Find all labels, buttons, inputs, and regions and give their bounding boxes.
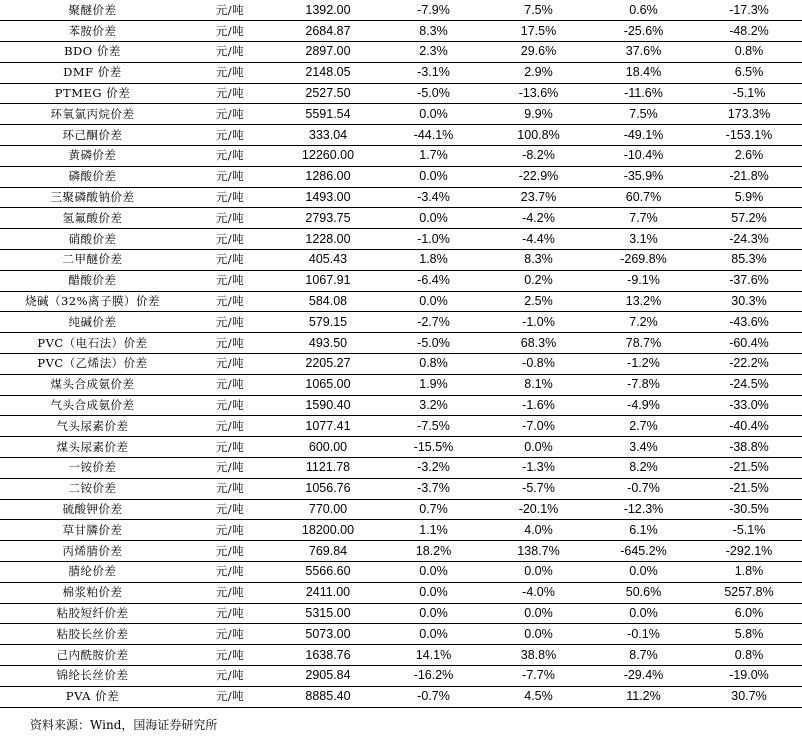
product-name-cell: 一铵价差 bbox=[0, 458, 185, 479]
change-3-cell: -9.1% bbox=[591, 270, 696, 291]
table-row bbox=[0, 187, 802, 208]
change-2-cell: 8.3% bbox=[486, 250, 591, 271]
unit-cell: 元/吨 bbox=[185, 229, 275, 250]
unit-cell: 元/吨 bbox=[185, 62, 275, 83]
table-row bbox=[0, 645, 802, 666]
product-name-cell: BDO 价差 bbox=[0, 42, 185, 63]
table-row bbox=[0, 42, 802, 63]
change-2-cell: 0.0% bbox=[486, 603, 591, 624]
change-3-cell: 0.6% bbox=[591, 0, 696, 21]
change-3-cell: -10.4% bbox=[591, 146, 696, 167]
change-3-cell: 37.6% bbox=[591, 42, 696, 63]
change-1-cell: -5.0% bbox=[381, 333, 486, 354]
change-4-cell: 0.8% bbox=[696, 42, 802, 63]
change-4-cell: 5.8% bbox=[696, 624, 802, 645]
product-name-cell: 硝酸价差 bbox=[0, 229, 185, 250]
unit-cell: 元/吨 bbox=[185, 395, 275, 416]
change-4-cell: 85.3% bbox=[696, 250, 802, 271]
change-4-cell: -5.1% bbox=[696, 83, 802, 104]
change-1-cell: -3.7% bbox=[381, 478, 486, 499]
product-name-cell: 氢氟酸价差 bbox=[0, 208, 185, 229]
change-1-cell: 3.2% bbox=[381, 395, 486, 416]
table-row bbox=[0, 666, 802, 687]
change-2-cell: -0.8% bbox=[486, 354, 591, 375]
product-name-cell: 醋酸价差 bbox=[0, 270, 185, 291]
table-row bbox=[0, 0, 802, 21]
product-name-cell: 煤头合成氨价差 bbox=[0, 374, 185, 395]
change-3-cell: -0.1% bbox=[591, 624, 696, 645]
table-row bbox=[0, 333, 802, 354]
spread-value-cell: 1590.40 bbox=[275, 395, 381, 416]
change-2-cell: 0.2% bbox=[486, 270, 591, 291]
change-1-cell: -3.4% bbox=[381, 187, 486, 208]
unit-cell: 元/吨 bbox=[185, 146, 275, 167]
change-4-cell: 173.3% bbox=[696, 104, 802, 125]
change-3-cell: 11.2% bbox=[591, 686, 696, 707]
spread-value-cell: 1121.78 bbox=[275, 458, 381, 479]
change-1-cell: -1.0% bbox=[381, 229, 486, 250]
unit-cell: 元/吨 bbox=[185, 83, 275, 104]
spread-value-cell: 5315.00 bbox=[275, 603, 381, 624]
spread-value-cell: 1638.76 bbox=[275, 645, 381, 666]
unit-cell: 元/吨 bbox=[185, 333, 275, 354]
change-3-cell: 8.2% bbox=[591, 458, 696, 479]
spread-value-cell: 8885.40 bbox=[275, 686, 381, 707]
spread-value-cell: 5566.60 bbox=[275, 562, 381, 583]
table-row bbox=[0, 146, 802, 167]
change-1-cell: 0.0% bbox=[381, 208, 486, 229]
spread-value-cell: 2205.27 bbox=[275, 354, 381, 375]
table-row bbox=[0, 603, 802, 624]
change-1-cell: 14.1% bbox=[381, 645, 486, 666]
unit-cell: 元/吨 bbox=[185, 562, 275, 583]
change-2-cell: 29.6% bbox=[486, 42, 591, 63]
product-name-cell: 苯胺价差 bbox=[0, 21, 185, 42]
spread-value-cell: 18200.00 bbox=[275, 520, 381, 541]
unit-cell: 元/吨 bbox=[185, 104, 275, 125]
change-2-cell: -13.6% bbox=[486, 83, 591, 104]
change-4-cell: -21.8% bbox=[696, 166, 802, 187]
change-3-cell: 0.0% bbox=[591, 603, 696, 624]
product-name-cell: 腈纶价差 bbox=[0, 562, 185, 583]
unit-cell: 元/吨 bbox=[185, 686, 275, 707]
change-4-cell: -21.5% bbox=[696, 478, 802, 499]
change-1-cell: -7.5% bbox=[381, 416, 486, 437]
change-4-cell: -38.8% bbox=[696, 437, 802, 458]
product-name-cell: PVC（电石法）价差 bbox=[0, 333, 185, 354]
spread-value-cell: 1056.76 bbox=[275, 478, 381, 499]
table-row bbox=[0, 686, 802, 707]
change-2-cell: 2.9% bbox=[486, 62, 591, 83]
table-row bbox=[0, 208, 802, 229]
spread-value-cell: 2527.50 bbox=[275, 83, 381, 104]
change-2-cell: 17.5% bbox=[486, 21, 591, 42]
product-name-cell: 烧碱（32%离子膜）价差 bbox=[0, 291, 185, 312]
change-3-cell: 8.7% bbox=[591, 645, 696, 666]
change-2-cell: -8.2% bbox=[486, 146, 591, 167]
product-name-cell: 粘胶短纤价差 bbox=[0, 603, 185, 624]
change-4-cell: -19.0% bbox=[696, 666, 802, 687]
product-name-cell: 气头尿素价差 bbox=[0, 416, 185, 437]
table-row bbox=[0, 229, 802, 250]
change-3-cell: -269.8% bbox=[591, 250, 696, 271]
change-3-cell: 18.4% bbox=[591, 62, 696, 83]
product-name-cell: PTMEG 价差 bbox=[0, 83, 185, 104]
change-2-cell: 38.8% bbox=[486, 645, 591, 666]
change-1-cell: -3.1% bbox=[381, 62, 486, 83]
change-1-cell: -16.2% bbox=[381, 666, 486, 687]
spread-value-cell: 405.43 bbox=[275, 250, 381, 271]
table-row bbox=[0, 437, 802, 458]
table-row bbox=[0, 312, 802, 333]
spread-value-cell: 2148.05 bbox=[275, 62, 381, 83]
unit-cell: 元/吨 bbox=[185, 270, 275, 291]
change-1-cell: -44.1% bbox=[381, 125, 486, 146]
product-name-cell: 二铵价差 bbox=[0, 478, 185, 499]
change-2-cell: 2.5% bbox=[486, 291, 591, 312]
table-row bbox=[0, 520, 802, 541]
unit-cell: 元/吨 bbox=[185, 250, 275, 271]
product-name-cell: 磷酸价差 bbox=[0, 166, 185, 187]
unit-cell: 元/吨 bbox=[185, 499, 275, 520]
spread-value-cell: 12260.00 bbox=[275, 146, 381, 167]
spread-value-cell: 333.04 bbox=[275, 125, 381, 146]
spread-value-cell: 2793.75 bbox=[275, 208, 381, 229]
change-1-cell: 1.9% bbox=[381, 374, 486, 395]
product-name-cell: 三聚磷酸钠价差 bbox=[0, 187, 185, 208]
table-row bbox=[0, 562, 802, 583]
unit-cell: 元/吨 bbox=[185, 208, 275, 229]
product-name-cell: 粘胶长丝价差 bbox=[0, 624, 185, 645]
table-row bbox=[0, 416, 802, 437]
change-4-cell: 30.3% bbox=[696, 291, 802, 312]
change-3-cell: 3.1% bbox=[591, 229, 696, 250]
change-4-cell: 30.7% bbox=[696, 686, 802, 707]
change-1-cell: 0.0% bbox=[381, 291, 486, 312]
product-name-cell: 硫酸钾价差 bbox=[0, 499, 185, 520]
change-2-cell: -4.2% bbox=[486, 208, 591, 229]
change-3-cell: 6.1% bbox=[591, 520, 696, 541]
change-3-cell: -25.6% bbox=[591, 21, 696, 42]
change-3-cell: 60.7% bbox=[591, 187, 696, 208]
spread-value-cell: 2411.00 bbox=[275, 582, 381, 603]
change-4-cell: -292.1% bbox=[696, 541, 802, 562]
change-1-cell: 0.0% bbox=[381, 582, 486, 603]
change-2-cell: -7.7% bbox=[486, 666, 591, 687]
spread-value-cell: 769.84 bbox=[275, 541, 381, 562]
change-2-cell: -5.7% bbox=[486, 478, 591, 499]
change-2-cell: 68.3% bbox=[486, 333, 591, 354]
spread-value-cell: 600.00 bbox=[275, 437, 381, 458]
table-row bbox=[0, 499, 802, 520]
change-2-cell: 9.9% bbox=[486, 104, 591, 125]
product-name-cell: 黄磷价差 bbox=[0, 146, 185, 167]
product-name-cell: 己内酰胺价差 bbox=[0, 645, 185, 666]
unit-cell: 元/吨 bbox=[185, 187, 275, 208]
change-4-cell: 2.6% bbox=[696, 146, 802, 167]
unit-cell: 元/吨 bbox=[185, 645, 275, 666]
table-row bbox=[0, 62, 802, 83]
table-row bbox=[0, 478, 802, 499]
product-name-cell: 丙烯腈价差 bbox=[0, 541, 185, 562]
spread-value-cell: 1077.41 bbox=[275, 416, 381, 437]
change-4-cell: -21.5% bbox=[696, 458, 802, 479]
change-3-cell: 0.0% bbox=[591, 562, 696, 583]
spread-value-cell: 584.08 bbox=[275, 291, 381, 312]
change-2-cell: -7.0% bbox=[486, 416, 591, 437]
table-row bbox=[0, 541, 802, 562]
unit-cell: 元/吨 bbox=[185, 624, 275, 645]
change-2-cell: -4.0% bbox=[486, 582, 591, 603]
change-1-cell: 1.7% bbox=[381, 146, 486, 167]
change-2-cell: 0.0% bbox=[486, 562, 591, 583]
unit-cell: 元/吨 bbox=[185, 478, 275, 499]
change-2-cell: 138.7% bbox=[486, 541, 591, 562]
product-name-cell: 棉浆粕价差 bbox=[0, 582, 185, 603]
change-1-cell: 0.0% bbox=[381, 624, 486, 645]
change-1-cell: 0.0% bbox=[381, 104, 486, 125]
table-row bbox=[0, 125, 802, 146]
spread-value-cell: 5073.00 bbox=[275, 624, 381, 645]
unit-cell: 元/吨 bbox=[185, 374, 275, 395]
change-2-cell: 7.5% bbox=[486, 0, 591, 21]
change-2-cell: -1.3% bbox=[486, 458, 591, 479]
change-4-cell: -24.3% bbox=[696, 229, 802, 250]
spread-value-cell: 493.50 bbox=[275, 333, 381, 354]
change-2-cell: 8.1% bbox=[486, 374, 591, 395]
change-1-cell: -7.9% bbox=[381, 0, 486, 21]
change-4-cell: 0.8% bbox=[696, 645, 802, 666]
change-1-cell: 0.0% bbox=[381, 562, 486, 583]
unit-cell: 元/吨 bbox=[185, 520, 275, 541]
spread-value-cell: 1067.91 bbox=[275, 270, 381, 291]
product-name-cell: 锦纶长丝价差 bbox=[0, 666, 185, 687]
unit-cell: 元/吨 bbox=[185, 437, 275, 458]
product-name-cell: 聚醚价差 bbox=[0, 0, 185, 21]
change-1-cell: -0.7% bbox=[381, 686, 486, 707]
unit-cell: 元/吨 bbox=[185, 291, 275, 312]
spread-value-cell: 1392.00 bbox=[275, 0, 381, 21]
change-1-cell: -2.7% bbox=[381, 312, 486, 333]
unit-cell: 元/吨 bbox=[185, 603, 275, 624]
change-4-cell: -17.3% bbox=[696, 0, 802, 21]
table-row bbox=[0, 291, 802, 312]
change-1-cell: 1.8% bbox=[381, 250, 486, 271]
change-1-cell: 8.3% bbox=[381, 21, 486, 42]
product-name-cell: PVA 价差 bbox=[0, 686, 185, 707]
change-3-cell: -35.9% bbox=[591, 166, 696, 187]
table-row bbox=[0, 582, 802, 603]
change-3-cell: 50.6% bbox=[591, 582, 696, 603]
table-row bbox=[0, 83, 802, 104]
change-4-cell: 6.5% bbox=[696, 62, 802, 83]
unit-cell: 元/吨 bbox=[185, 0, 275, 21]
change-4-cell: -30.5% bbox=[696, 499, 802, 520]
change-4-cell: 5257.8% bbox=[696, 582, 802, 603]
change-2-cell: -20.1% bbox=[486, 499, 591, 520]
change-1-cell: 1.1% bbox=[381, 520, 486, 541]
change-3-cell: -12.3% bbox=[591, 499, 696, 520]
unit-cell: 元/吨 bbox=[185, 666, 275, 687]
change-3-cell: -0.7% bbox=[591, 478, 696, 499]
change-3-cell: -11.6% bbox=[591, 83, 696, 104]
table-row bbox=[0, 270, 802, 291]
product-name-cell: 环己酮价差 bbox=[0, 125, 185, 146]
unit-cell: 元/吨 bbox=[185, 541, 275, 562]
table-row bbox=[0, 166, 802, 187]
product-name-cell: 二甲醚价差 bbox=[0, 250, 185, 271]
unit-cell: 元/吨 bbox=[185, 354, 275, 375]
change-2-cell: 4.0% bbox=[486, 520, 591, 541]
spread-value-cell: 2905.84 bbox=[275, 666, 381, 687]
product-name-cell: PVC（乙烯法）价差 bbox=[0, 354, 185, 375]
source-note: 资料来源：Wind，国海证券研究所 bbox=[30, 718, 218, 732]
change-3-cell: 7.5% bbox=[591, 104, 696, 125]
table-row bbox=[0, 354, 802, 375]
change-1-cell: 0.7% bbox=[381, 499, 486, 520]
change-3-cell: 13.2% bbox=[591, 291, 696, 312]
change-3-cell: -29.4% bbox=[591, 666, 696, 687]
change-1-cell: 2.3% bbox=[381, 42, 486, 63]
unit-cell: 元/吨 bbox=[185, 582, 275, 603]
product-name-cell: 环氧氯丙烷价差 bbox=[0, 104, 185, 125]
change-3-cell: 3.4% bbox=[591, 437, 696, 458]
change-3-cell: 7.7% bbox=[591, 208, 696, 229]
change-4-cell: -24.5% bbox=[696, 374, 802, 395]
table-row bbox=[0, 624, 802, 645]
change-4-cell: 57.2% bbox=[696, 208, 802, 229]
change-2-cell: -1.6% bbox=[486, 395, 591, 416]
change-2-cell: -4.4% bbox=[486, 229, 591, 250]
change-1-cell: 18.2% bbox=[381, 541, 486, 562]
change-3-cell: -4.9% bbox=[591, 395, 696, 416]
change-4-cell: 1.8% bbox=[696, 562, 802, 583]
change-2-cell: 0.0% bbox=[486, 437, 591, 458]
change-1-cell: 0.0% bbox=[381, 166, 486, 187]
unit-cell: 元/吨 bbox=[185, 21, 275, 42]
change-1-cell: -6.4% bbox=[381, 270, 486, 291]
product-name-cell: 气头合成氨价差 bbox=[0, 395, 185, 416]
product-name-cell: 煤头尿素价差 bbox=[0, 437, 185, 458]
unit-cell: 元/吨 bbox=[185, 416, 275, 437]
change-3-cell: -7.8% bbox=[591, 374, 696, 395]
unit-cell: 元/吨 bbox=[185, 42, 275, 63]
change-3-cell: -49.1% bbox=[591, 125, 696, 146]
spread-value-cell: 2684.87 bbox=[275, 21, 381, 42]
product-name-cell: 纯碱价差 bbox=[0, 312, 185, 333]
change-1-cell: -3.2% bbox=[381, 458, 486, 479]
spread-value-cell: 770.00 bbox=[275, 499, 381, 520]
change-2-cell: 100.8% bbox=[486, 125, 591, 146]
change-4-cell: -22.2% bbox=[696, 354, 802, 375]
unit-cell: 元/吨 bbox=[185, 125, 275, 146]
change-4-cell: -37.6% bbox=[696, 270, 802, 291]
spread-value-cell: 1493.00 bbox=[275, 187, 381, 208]
table-row bbox=[0, 374, 802, 395]
change-3-cell: -645.2% bbox=[591, 541, 696, 562]
change-2-cell: 0.0% bbox=[486, 624, 591, 645]
product-name-cell: DMF 价差 bbox=[0, 62, 185, 83]
change-3-cell: 2.7% bbox=[591, 416, 696, 437]
spread-value-cell: 579.15 bbox=[275, 312, 381, 333]
unit-cell: 元/吨 bbox=[185, 312, 275, 333]
unit-cell: 元/吨 bbox=[185, 166, 275, 187]
change-4-cell: -5.1% bbox=[696, 520, 802, 541]
change-4-cell: -153.1% bbox=[696, 125, 802, 146]
change-1-cell: 0.8% bbox=[381, 354, 486, 375]
spread-value-cell: 1065.00 bbox=[275, 374, 381, 395]
table-row bbox=[0, 250, 802, 271]
change-4-cell: -48.2% bbox=[696, 21, 802, 42]
change-1-cell: -15.5% bbox=[381, 437, 486, 458]
change-2-cell: 4.5% bbox=[486, 686, 591, 707]
change-4-cell: -40.4% bbox=[696, 416, 802, 437]
change-4-cell: -60.4% bbox=[696, 333, 802, 354]
spread-value-cell: 1228.00 bbox=[275, 229, 381, 250]
change-4-cell: 6.0% bbox=[696, 603, 802, 624]
change-1-cell: 0.0% bbox=[381, 603, 486, 624]
spread-value-cell: 1286.00 bbox=[275, 166, 381, 187]
change-4-cell: -33.0% bbox=[696, 395, 802, 416]
change-4-cell: -43.6% bbox=[696, 312, 802, 333]
unit-cell: 元/吨 bbox=[185, 458, 275, 479]
change-3-cell: -1.2% bbox=[591, 354, 696, 375]
change-1-cell: -5.0% bbox=[381, 83, 486, 104]
change-2-cell: -22.9% bbox=[486, 166, 591, 187]
product-name-cell: 草甘膦价差 bbox=[0, 520, 185, 541]
table-row bbox=[0, 458, 802, 479]
spread-value-cell: 5591.54 bbox=[275, 104, 381, 125]
change-4-cell: 5.9% bbox=[696, 187, 802, 208]
table-row bbox=[0, 21, 802, 42]
change-2-cell: -1.0% bbox=[486, 312, 591, 333]
change-3-cell: 7.2% bbox=[591, 312, 696, 333]
table-row bbox=[0, 104, 802, 125]
table-row bbox=[0, 395, 802, 416]
change-3-cell: 78.7% bbox=[591, 333, 696, 354]
spread-value-cell: 2897.00 bbox=[275, 42, 381, 63]
change-2-cell: 23.7% bbox=[486, 187, 591, 208]
